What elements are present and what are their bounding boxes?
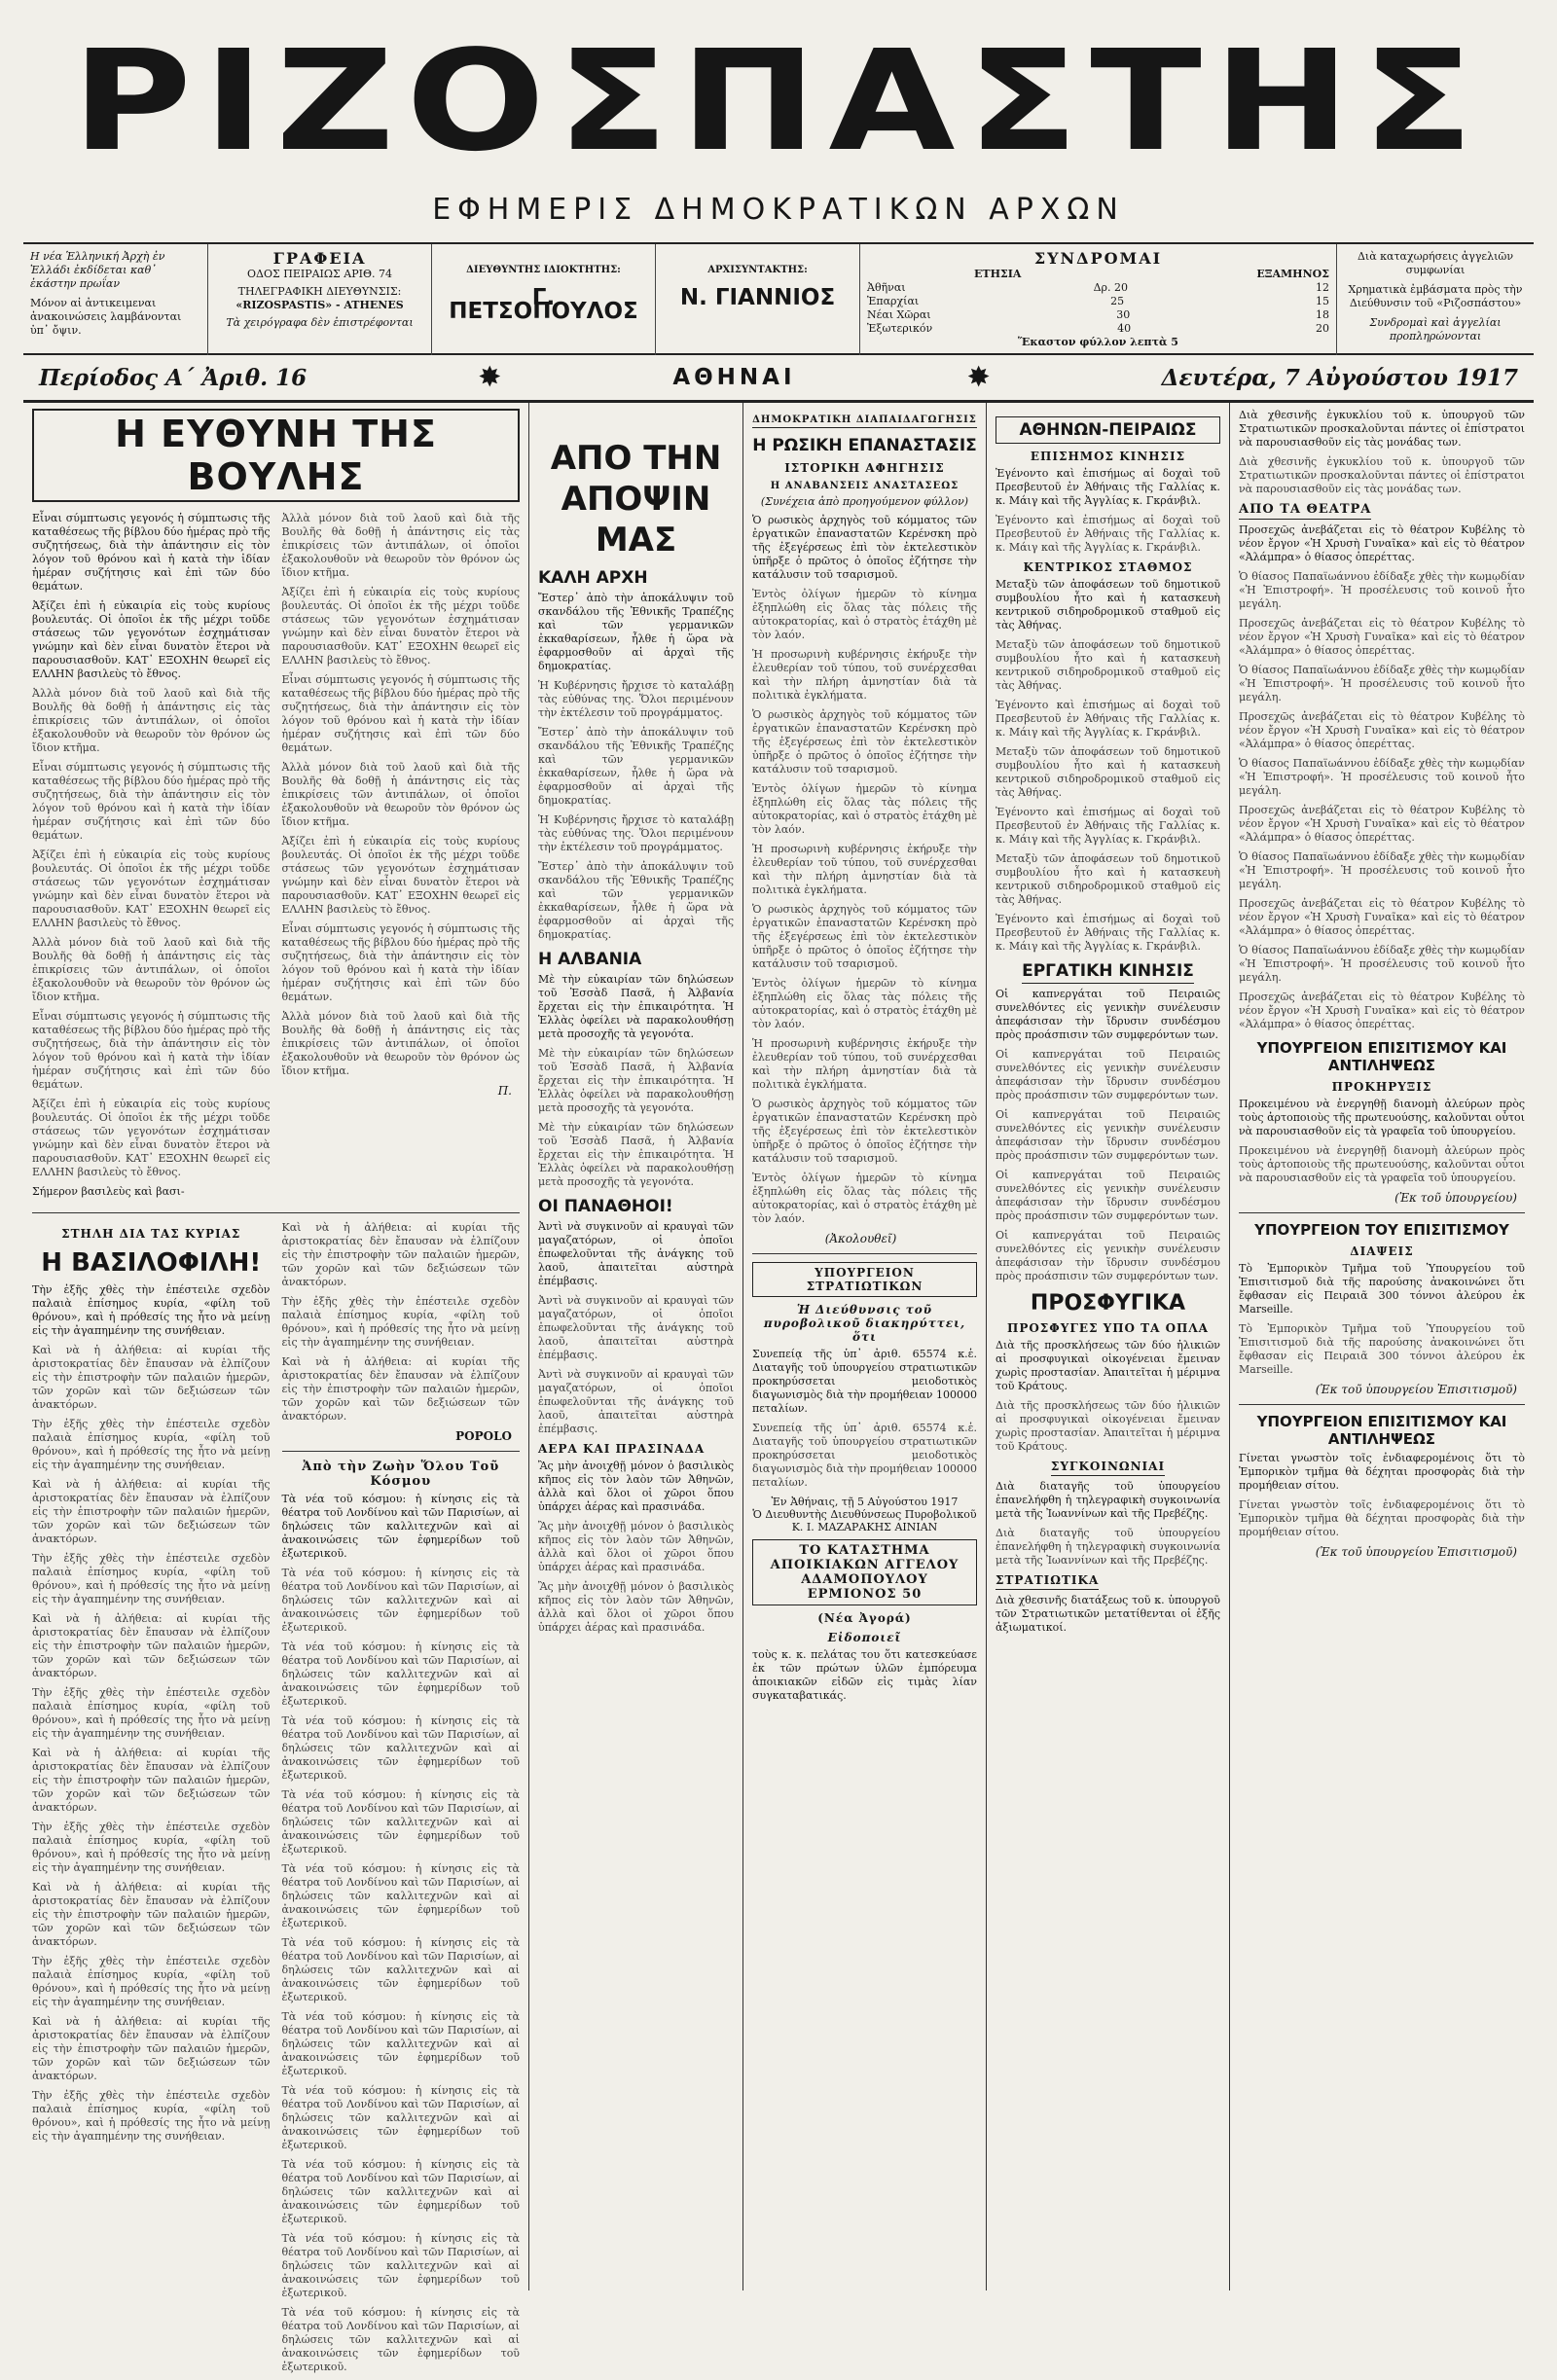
paragraph: Ἐντὸς ὀλίγων ἡμερῶν τὸ κίνημα ἐξηπλώθη εἰς ὅλας τὰς πόλεις τῆς αὐτοκρατορίας, καὶ ὁ στρατὸς ἐτάχθη μὲ τὸν λαόν. bbox=[752, 977, 977, 1030]
paragraph: Ἀλλὰ μόνον διὰ τοῦ λαοῦ καὶ διὰ τῆς Βουλῆς θὰ δοθῇ ἡ ἀπάντησις εἰς τὰς ἐπικρίσεις τῶν ἀντιπάλων, οἱ ὁποῖοι ἐξακολουθοῦν νὰ θεωροῦν τὸν θρόνον ὡς ἴδιον κτῆμα. bbox=[32, 687, 271, 754]
paragraph: Προκειμένου νὰ ἐνεργηθῇ διανομὴ ἀλεύρων πρὸς τοὺς ἀρτοποιοὺς τῆς πρωτευούσης, καλοῦνται οὗτοι νὰ παρουσιασθοῦν εἰς τὰ γραφεῖα τοῦ ὑπουργείου. bbox=[1239, 1098, 1525, 1137]
paragraph: Ὁ ρωσικὸς ἀρχηγὸς τοῦ κόμματος τῶν ἐργατικῶν ἐπαναστατῶν Κερένσκη πρὸ τῆς ἐξεγέρσεως ἐπὶ τὸν ἐκτελεστικὸν ὑπῆρξε ὁ πρῶτος ὁ ὁποῖος ἐζήτησε τὴν κατάλυσιν τοῦ τσαρισμοῦ. bbox=[752, 903, 977, 970]
paragraph: Ἐγένοντο καὶ ἐπισήμως αἱ δοχαὶ τοῦ Πρεσβευτοῦ ἐν Ἀθήναις τῆς Γαλλίας κ. κ. Μάιγ καὶ τῆς Ἀγγλίας κ. Γκράνβιλ. bbox=[996, 467, 1220, 507]
ads-note: Διὰ καταχωρήσεις ἀγγελιῶν συμφωνίαι bbox=[1357, 250, 1514, 276]
paragraph: Ἐντὸς ὀλίγων ἡμερῶν τὸ κίνημα ἐξηπλώθη εἰς ὅλας τὰς πόλεις τῆς αὐτοκρατορίας, καὶ ὁ στρατὸς ἐτάχθη μὲ τὸν λαόν. bbox=[752, 1172, 977, 1225]
subscriptions-title: ΣΥΝΔΡΟΜΑΙ bbox=[1033, 249, 1163, 268]
paragraph: Μὲ τὴν εὐκαιρίαν τῶν δηλώσεων τοῦ Ἐσσὰδ Πασᾶ, ἡ Ἀλβανία ἔρχεται εἰς τὴν ἐπικαιρότητα. Ἡ Ἑλλὰς ὀφείλει νὰ παρακολουθήσῃ μετὰ προσοχῆς τὰ γεγονότα. bbox=[538, 1121, 734, 1188]
stratiotika: ΣΤΡΑΤΙΩΤΙΚΑ bbox=[996, 1573, 1220, 1590]
paragraph: Διὰ διαταγῆς τοῦ ὑπουργείου ἐπανελήφθη ἡ τηλεγραφικὴ συγκοινωνία μετὰ τῆς Ἰωαννίνων καὶ τῆς Πρεβέζης. bbox=[996, 1527, 1220, 1567]
section-label: ΣΤΗΛΗ ΔΙΑ ΤΑΣ ΚΥΡΙΑΣ bbox=[61, 1227, 241, 1241]
paragraph: Προκειμένου νὰ ἐνεργηθῇ διανομὴ ἀλεύρων πρὸς τοὺς ἀρτοποιοὺς τῆς πρωτευούσης, καλοῦνται οὗτοι νὰ παρουσιασθοῦν εἰς τὰ γραφεῖα τοῦ ὑπουργείου. bbox=[1239, 1144, 1525, 1184]
subs-col-annual: ΕΤΗΣΙΑ bbox=[974, 268, 1022, 280]
paragraph: Μεταξὺ τῶν ἀποφάσεων τοῦ δημοτικοῦ συμβουλίου ἦτο καὶ ἡ κατασκευὴ κεντρικοῦ σιδηροδρομικοῦ σταθμοῦ εἰς τὰς Ἀθήνας. bbox=[996, 578, 1220, 631]
paragraph: Μεταξὺ τῶν ἀποφάσεων τοῦ δημοτικοῦ συμβουλίου ἦτο καὶ ἡ κατασκευὴ κεντρικοῦ σιδηροδρομικοῦ σταθμοῦ εἰς τὰς Ἀθήνας. bbox=[996, 638, 1220, 692]
paragraph: Προσεχῶς ἀνεβάζεται εἰς τὸ θέατρον Κυβέλης τὸ νέον ἔργον «Ἡ Χρυσὴ Γυναῖκα» καὶ εἰς τὸ θέατρον «Ἀλάμπρα» ὁ θίασος ὁπερέττας. bbox=[1239, 523, 1525, 563]
paragraph: Καὶ νὰ ἡ ἀλήθεια: αἱ κυρίαι τῆς ἀριστοκρατίας δὲν ἔπαυσαν νὰ ἐλπίζουν εἰς τὴν ἐπιστροφὴν τῶν παλαιῶν ἡμερῶν, τῶν χορῶν καὶ τῶν δεξιώσεων τῶν ἀνακτόρων. bbox=[32, 1881, 271, 1948]
subs-row: Ἀθῆναι Δρ. 20 12 bbox=[867, 281, 1329, 294]
column-2 bbox=[529, 403, 743, 2290]
paragraph: Καὶ νὰ ἡ ἀλήθεια: αἱ κυρίαι τῆς ἀριστοκρατίας δὲν ἔπαυσαν νὰ ἐλπίζουν εἰς τὴν ἐπιστροφὴν τῶν παλαιῶν ἡμερῶν, τῶν χορῶν καὶ τῶν δεξιώσεων τῶν ἀνακτόρων. bbox=[32, 1344, 271, 1411]
divider bbox=[752, 1253, 977, 1254]
paragraph: Ὁ ρωσικὸς ἀρχηγὸς τοῦ κόμματος τῶν ἐργατικῶν ἐπαναστατῶν Κερένσκη πρὸ τῆς ἐξεγέρσεως ἐπὶ τὸν ἐκτελεστικὸν ὑπῆρξε ὁ πρῶτος ὁ ὁποῖος ἐζήτησε τὴν κατάλυσιν τοῦ τσαρισμοῦ. bbox=[752, 708, 977, 775]
paragraph: Ἀντὶ νὰ συγκινοῦν αἱ κραυγαὶ τῶν μαγαζατόρων, οἱ ὁποῖοι ἐπωφελοῦνται τῆς ἀνάγκης τοῦ λαοῦ, ἀπαιτεῖται αὐστηρὰ ἐπέμβασις. bbox=[538, 1220, 734, 1287]
paragraph: Τὴν ἐξῆς χθὲς τὴν ἐπέστειλε σχεδὸν παλαιὰ ἐπίσημος κυρία, «φίλη τοῦ θρόνου», καὶ ἡ πρόθεσίς της ἦτο νὰ μείνῃ εἰς τὴν ἀγαπημένην της συνήθειαν. bbox=[32, 1418, 271, 1471]
paragraph: Ὁ θίασος Παπαϊωάννου ἐδίδαξε χθὲς τὴν κωμῳδίαν «Ἡ Ἐπιστροφή». Ἡ προσέλευσις τοῦ κοινοῦ ἦτο μεγάλη. bbox=[1239, 570, 1525, 610]
issue-date: Δευτέρα, 7 Αὐγούστου 1917 bbox=[1161, 364, 1518, 391]
paragraph: Τὴν ἐξῆς χθὲς τὴν ἐπέστειλε σχεδὸν παλαιὰ ἐπίσημος κυρία, «φίλη τοῦ θρόνου», καὶ ἡ πρόθεσίς της ἦτο νὰ μείνῃ εἰς τὴν ἀγαπημένην της συνήθειαν. bbox=[32, 1283, 271, 1337]
paragraph: Ἡ προσωρινὴ κυβέρνησις ἐκήρυξε τὴν ἐλευθερίαν τοῦ τύπου, τοῦ συνέρχεσθαι καὶ τὴν πλήρη ἀμνηστίαν διὰ τὰ πολιτικὰ ἐγκλήματα. bbox=[752, 648, 977, 702]
paragraph: Προσεχῶς ἀνεβάζεται εἰς τὸ θέατρον Κυβέλης τὸ νέον ἔργον «Ἡ Χρυσὴ Γυναῖκα» καὶ εἰς τὸ θέατρον «Ἀλάμπρα» ὁ θίασος ὁπερέττας. bbox=[1239, 897, 1525, 937]
author-signature: Π. bbox=[497, 1084, 512, 1098]
paragraph: Τὰ νέα τοῦ κόσμου: ἡ κίνησις εἰς τὰ θέατρα τοῦ Λονδίνου καὶ τῶν Παρισίων, αἱ δηλώσεις τῶν καλλιτεχνῶν καὶ αἱ ἀνακοινώσεις τῶν ἐφημερίδων τοῦ ἐξωτερικοῦ. bbox=[281, 1862, 520, 1929]
paragraph: Καὶ νὰ ἡ ἀλήθεια: αἱ κυρίαι τῆς ἀριστοκρατίας δὲν ἔπαυσαν νὰ ἐλπίζουν εἰς τὴν ἐπιστροφὴν τῶν παλαιῶν ἡμερῶν, τῶν χορῶν καὶ τῶν δεξιώσεων τῶν ἀνακτόρων. bbox=[32, 1747, 271, 1814]
shop-ad-sub: (Νέα Ἀγορά) bbox=[817, 1611, 912, 1625]
paragraph: Ὁ θίασος Παπαϊωάννου ἐδίδαξε χθὲς τὴν κωμῳδίαν «Ἡ Ἐπιστροφή». Ἡ προσέλευσις τοῦ κοινοῦ ἦτο μεγάλη. bbox=[1239, 944, 1525, 984]
aera-headline: ΑΕΡΑ ΚΑΙ ΠΡΑΣΙΝΑΔΑ bbox=[538, 1442, 706, 1456]
paragraph: Διὰ χθεσινῆς ἐγκυκλίου τοῦ κ. ὑπουργοῦ τῶν Στρατιωτικῶν προσκαλοῦνται πάντες οἱ ἐπίστρατοι νὰ παρουσιασθοῦν εἰς τὰς μονάδας των. bbox=[1239, 455, 1525, 495]
subs-row: Νέαι Χῶραι 30 18 bbox=[867, 308, 1329, 321]
ypourgeion-episitismou-2: ΥΠΟΥΡΓΕΙΟΝ ΤΟΥ ΕΠΙΣΙΤΙΣΜΟΥ bbox=[1254, 1221, 1509, 1239]
column-5 bbox=[1230, 403, 1534, 2290]
director-name: Γ. ΠΕΤΣΟΠΟΥΛΟΣ bbox=[449, 285, 638, 324]
paragraph: Ἀντὶ νὰ συγκινοῦν αἱ κραυγαὶ τῶν μαγαζατόρων, οἱ ὁποῖοι ἐπωφελοῦνται τῆς ἀνάγκης τοῦ λαοῦ, ἀπαιτεῖται αὐστηρὰ ἐπέμβασις. bbox=[538, 1368, 734, 1435]
ypourgeion-episitismou-3: ΥΠΟΥΡΓΕΙΟΝ ΕΠΙΣΙΤΙΣΜΟΥ ΚΑΙ ΑΝΤΙΛΗΨΕΩΣ bbox=[1256, 1413, 1507, 1448]
city: ΑΘΗΝΑΙ bbox=[672, 365, 796, 390]
paragraph: Εἶναι σύμπτωσις γεγονός ἡ σύμπτωσις τῆς καταθέσεως τῆς βίβλου δύο ἡμέρας πρὸ τῆς συζητήσεως, διὰ τὴν ἀπάντησιν εἰς τὸν λόγον τοῦ θρόνου καὶ ἡ κατὰ τὴν ἰδίαν ἡμέραν συζήτησις καὶ ἐπὶ τῶν δύο θεμάτων. bbox=[281, 673, 520, 754]
subs-row: Ἐξωτερικόν 40 20 bbox=[867, 322, 1329, 335]
telegraph-label: ΤΗΛΕΓΡΑΦΙΚΗ ΔΙΕΥΘΥΝΣΙΣ: bbox=[237, 285, 402, 298]
closing-line: Σήμερον βασιλεὺς καὶ βασι- bbox=[32, 1185, 185, 1198]
paragraph: Τὰ νέα τοῦ κόσμου: ἡ κίνησις εἰς τὰ θέατρα τοῦ Λονδίνου καὶ τῶν Παρισίων, αἱ δηλώσεις τῶν καλλιτεχνῶν καὶ αἱ ἀνακοινώσεις τῶν ἐφημερίδων τοῦ ἐξωτερικοῦ. bbox=[281, 2232, 520, 2299]
paragraph: Καὶ νὰ ἡ ἀλήθεια: αἱ κυρίαι τῆς ἀριστοκρατίας δὲν ἔπαυσαν νὰ ἐλπίζουν εἰς τὴν ἐπιστροφὴν τῶν παλαιῶν ἡμερῶν, τῶν χορῶν καὶ τῶν δεξιώσεων τῶν ἀνακτόρων. bbox=[32, 1478, 271, 1545]
paragraph: Τὰ νέα τοῦ κόσμου: ἡ κίνησις εἰς τὰ θέατρα τοῦ Λονδίνου καὶ τῶν Παρισίων, αἱ δηλώσεις τῶν καλλιτεχνῶν καὶ αἱ ἀνακοινώσεις τῶν ἐφημερίδων τοῦ ἐξωτερικοῦ. bbox=[281, 1788, 520, 1856]
paragraph: Τὸ Ἐμπορικὸν Τμῆμα τοῦ Ὑπουργείου τοῦ Ἐπισιτισμοῦ διὰ τῆς παρούσης ἀνακοινώνει ὅτι ἔφθασαν εἰς Πειραιᾶ 300 τόννοι ἀλεύρου ἐκ Marseille. bbox=[1239, 1322, 1525, 1376]
issue-number: Περίοδος Α΄ Ἀριθ. 16 bbox=[39, 364, 308, 391]
rosiki-subtitle: ΙΣΤΟΡΙΚΗ ΑΦΗΓΗΣΙΣ bbox=[784, 461, 945, 475]
paragraph: Ὁ θίασος Παπαϊωάννου ἐδίδαξε χθὲς τὴν κωμῳδίαν «Ἡ Ἐπιστροφή». Ἡ προσέλευσις τοῦ κοινοῦ ἦτο μεγάλη. bbox=[1239, 664, 1525, 703]
kali-arxi-headline: ΚΑΛΗ ΑΡΧΗ bbox=[538, 568, 648, 588]
subs-col-half: ΕΞΑΜΗΝΟΣ bbox=[1256, 268, 1329, 280]
paragraph: Καὶ νὰ ἡ ἀλήθεια: αἱ κυρίαι τῆς ἀριστοκρατίας δὲν ἔπαυσαν νὰ ἐλπίζουν εἰς τὴν ἐπιστροφὴν τῶν παλαιῶν ἡμερῶν, τῶν χορῶν καὶ τῶν δεξιώσεων τῶν ἀνακτόρων. bbox=[32, 1612, 271, 1679]
paragraph: Ἡ Κυβέρνησις ἤρχισε τὸ καταλάβῃ τὰς εὐθύνας της. Ὅλοι περιμένουν τὴν ἐκτέλεσιν τοῦ προγράμματος. bbox=[538, 679, 734, 719]
paragraph: Ἀλλὰ μόνον διὰ τοῦ λαοῦ καὶ διὰ τῆς Βουλῆς θὰ δοθῇ ἡ ἀπάντησις εἰς τὰς ἐπικρίσεις τῶν ἀντιπάλων, οἱ ὁποῖοι ἐξακολουθοῦν νὰ θεωροῦν τὸν θρόνον ὡς ἴδιον κτῆμα. bbox=[32, 936, 271, 1003]
paragraph: Τὴν ἐξῆς χθὲς τὴν ἐπέστειλε σχεδὸν παλαιὰ ἐπίσημος κυρία, «φίλη τοῦ θρόνου», καὶ ἡ πρόθεσίς της ἦτο νὰ μείνῃ εἰς τὴν ἀγαπημένην της συνήθειαν. bbox=[32, 1686, 271, 1740]
paragraph: Ἔστερ᾽ ἀπὸ τὴν ἀποκάλυψιν τοῦ σκανδάλου τῆς Ἐθνικῆς Τραπέζης καὶ τῶν γερμανικῶν ἐκκαθαρίσεων, ἦλθε ἡ ὥρα νὰ ἐφαρμοσθοῦν αἱ ἀρχαὶ τῆς δημοκρατίας. bbox=[538, 860, 734, 941]
paragraph: Συνεπείᾳ τῆς ὑπ᾽ ἀριθ. 65574 κ.ἑ. Διαταγῆς τοῦ ὑπουργείου στρατιωτικῶν προκηρύσσεται μειοδοτικὸς διαγωνισμὸς διὰ τὴν προμήθειαν 100000 πεταλίων. bbox=[752, 1348, 977, 1415]
rosiki-subtitle-2: Η ΑΝΑΒΑΝΣΕΙΣ ΑΝΑΣΤΑΣΕΩΣ bbox=[770, 481, 960, 491]
paragraph: Οἱ καπνεργάται τοῦ Πειραιῶς συνελθόντες εἰς γενικὴν συνέλευσιν ἀπεφάσισαν τὴν ἵδρυσιν συνδέσμου πρὸς προάσπισιν τῶν συμφερόντων των. bbox=[996, 988, 1220, 1041]
popolo-signature: POPOLO bbox=[455, 1429, 512, 1443]
paragraph: Ἀξίζει ἐπὶ ἡ εὐκαιρία εἰς τοὺς κυρίους βουλευτάς. Οἱ ὁποῖοι ἐκ τῆς μέχρι τοῦδε στάσεως τῶν γεγονότων ἐσχημάτισαν γνώμην καὶ δὲν εἶναι δυνατὸν ἕτεροι νὰ παρουσιασθοῦν. ΚΑΤ᾽ ΕΞΟΧΗΝ θεωρεῖ εἰς ΕΛΛΗΝ βασιλεὺς τὸ ἔθνος. bbox=[281, 586, 520, 667]
panathoi-headline: ΟΙ ΠΑΝΑΘΗΟΙ! bbox=[538, 1197, 673, 1216]
shop-ad-headline: ΤΟ ΚΑΤΑΣΤΗΜΑ ΑΠΟΙΚΙΑΚΩΝ ΑΓΓΕΛΟΥ ΑΔΑΜΟΠΟΥΛΟΥ ΕΡΜΙΟΝΟΣ 50 bbox=[752, 1539, 977, 1605]
paragraph: Γίνεται γνωστὸν τοῖς ἐνδιαφερομένοις ὅτι τὸ Ἐμπορικὸν τμῆμα θὰ δέχηται προσφορὰς διὰ τὴν προμήθειαν σίτου. bbox=[1239, 1498, 1525, 1538]
paragraph: Μεταξὺ τῶν ἀποφάσεων τοῦ δημοτικοῦ συμβουλίου ἦτο καὶ ἡ κατασκευὴ κεντρικοῦ σιδηροδρομικοῦ σταθμοῦ εἰς τὰς Ἀθήνας. bbox=[996, 852, 1220, 906]
editor-name: Ν. ΓΙΑΝΝΙΟΣ bbox=[679, 285, 836, 310]
offices-title: ΓΡΑΦΕΙΑ bbox=[272, 249, 367, 268]
paragraph: Οἱ καπνεργάται τοῦ Πειραιῶς συνελθόντες εἰς γενικὴν συνέλευσιν ἀπεφάσισαν τὴν ἵδρυσιν συνδέσμου πρὸς προάσπισιν τῶν συμφερόντων των. bbox=[996, 1169, 1220, 1222]
paragraph: Τὰ νέα τοῦ κόσμου: ἡ κίνησις εἰς τὰ θέατρα τοῦ Λονδίνου καὶ τῶν Παρισίων, αἱ δηλώσεις τῶν καλλιτεχνῶν καὶ αἱ ἀνακοινώσεις τῶν ἐφημερίδων τοῦ ἐξωτερικοῦ. bbox=[281, 2306, 520, 2373]
paragraph: Οἱ καπνεργάται τοῦ Πειραιῶς συνελθόντες εἰς γενικὴν συνέλευσιν ἀπεφάσισαν τὴν ἵδρυσιν συνδέσμου πρὸς προάσπισιν τῶν συμφερόντων των. bbox=[996, 1229, 1220, 1282]
paragraph: Ἀλλὰ μόνον διὰ τοῦ λαοῦ καὶ διὰ τῆς Βουλῆς θὰ δοθῇ ἡ ἀπάντησις εἰς τὰς ἐπικρίσεις τῶν ἀντιπάλων, οἱ ὁποῖοι ἐξακολουθοῦν νὰ θεωροῦν τὸν θρόνον ὡς ἴδιον κτῆμα. bbox=[281, 512, 520, 579]
date-bar bbox=[23, 355, 1534, 403]
paragraph: Τὴν ἐξῆς χθὲς τὴν ἐπέστειλε σχεδὸν παλαιὰ ἐπίσημος κυρία, «φίλη τοῦ θρόνου», καὶ ἡ πρόθεσίς της ἦτο νὰ μείνῃ εἰς τὴν ἀγαπημένην της συνήθειαν. bbox=[281, 1295, 520, 1349]
paragraph: Τὸ Ἐμπορικὸν Τμῆμα τοῦ Ὑπουργείου τοῦ Ἐπισιτισμοῦ διὰ τῆς παρούσης ἀνακοινώνει ὅτι ἔφθασαν εἰς Πειραιᾶ 300 τόννοι ἀλεύρου ἐκ Marseille. bbox=[1239, 1262, 1525, 1316]
paragraph: Ἀξίζει ἐπὶ ἡ εὐκαιρία εἰς τοὺς κυρίους βουλευτάς. Οἱ ὁποῖοι ἐκ τῆς μέχρι τοῦδε στάσεως τῶν γεγονότων ἐσχημάτισαν γνώμην καὶ δὲν εἶναι δυνατὸν ἕτεροι νὰ παρουσιασθοῦν. ΚΑΤ᾽ ΕΞΟΧΗΝ θεωρεῖ εἰς ΕΛΛΗΝ βασιλεὺς τὸ ἔθνος. bbox=[32, 848, 271, 929]
ypourgeion-signature: Ὁ Διευθυντὴς Διευθύνσεως Πυροβολικοῦ Κ. Ι. ΜΑΖΑΡΑΚΗΣ ΑΙΝΙΑΝ bbox=[752, 1508, 977, 1533]
paragraph: Εἶναι σύμπτωσις γεγονός ἡ σύμπτωσις τῆς καταθέσεως τῆς βίβλου δύο ἡμέρας πρὸ τῆς συζητήσεως, διὰ τὴν ἀπάντησιν εἰς τὸν λόγον τοῦ θρόνου καὶ ἡ κατὰ τὴν ἰδίαν ἡμέραν συζήτησις καὶ ἐπὶ τῶν δύο θεμάτων. bbox=[32, 512, 271, 593]
paragraph: Ἔστερ᾽ ἀπὸ τὴν ἀποκάλυψιν τοῦ σκανδάλου τῆς Ἐθνικῆς Τραπέζης καὶ τῶν γερμανικῶν ἐκκαθαρίσεων, ἦλθε ἡ ὥρα νὰ ἐφαρμοσθοῦν αἱ ἀρχαὶ τῆς δημοκρατίας. bbox=[538, 592, 734, 672]
paragraph: Ἡ προσωρινὴ κυβέρνησις ἐκήρυξε τὴν ἐλευθερίαν τοῦ τύπου, τοῦ συνέρχεσθαι καὶ τὴν πλήρη ἀμνηστίαν διὰ τὰ πολιτικὰ ἐγκλήματα. bbox=[752, 1037, 977, 1091]
paragraph: Μὲ τὴν εὐκαιρίαν τῶν δηλώσεων τοῦ Ἐσσὰδ Πασᾶ, ἡ Ἀλβανία ἔρχεται εἰς τὴν ἐπικαιρότητα. Ἡ Ἑλλὰς ὀφείλει νὰ παρακολουθήσῃ μετὰ προσοχῆς τὰ γεγονότα. bbox=[538, 1047, 734, 1114]
subscriptions-header bbox=[867, 268, 1329, 281]
paragraph: Καὶ νὰ ἡ ἀλήθεια: αἱ κυρίαι τῆς ἀριστοκρατίας δὲν ἔπαυσαν νὰ ἐλπίζουν εἰς τὴν ἐπιστροφὴν τῶν παλαιῶν ἡμερῶν, τῶν χορῶν καὶ τῶν δεξιώσεων τῶν ἀνακτόρων. bbox=[32, 2015, 271, 2082]
paragraph: Ἀξίζει ἐπὶ ἡ εὐκαιρία εἰς τοὺς κυρίους βουλευτάς. Οἱ ὁποῖοι ἐκ τῆς μέχρι τοῦδε στάσεως τῶν γεγονότων ἐσχημάτισαν γνώμην καὶ δὲν εἶναι δυνατὸν ἕτεροι νὰ παρουσιασθοῦν. ΚΑΤ᾽ ΕΞΟΧΗΝ θεωρεῖ εἰς ΕΛΛΗΝ βασιλεὺς τὸ ἔθνος. bbox=[281, 835, 520, 916]
paragraph: Ἀξίζει ἐπὶ ἡ εὐκαιρία εἰς τοὺς κυρίους βουλευτάς. Οἱ ὁποῖοι ἐκ τῆς μέχρι τοῦδε στάσεως τῶν γεγονότων ἐσχημάτισαν γνώμην καὶ δὲν εἶναι δυνατὸν ἕτεροι νὰ παρουσιασθοῦν. ΚΑΤ᾽ ΕΞΟΧΗΝ θεωρεῖ εἰς ΕΛΛΗΝ βασιλεὺς τὸ ἔθνος. bbox=[32, 599, 271, 680]
paragraph: Μεταξὺ τῶν ἀποφάσεων τοῦ δημοτικοῦ συμβουλίου ἦτο καὶ ἡ κατασκευὴ κεντρικοῦ σιδηροδρομικοῦ σταθμοῦ εἰς τὰς Ἀθήνας. bbox=[996, 745, 1220, 799]
paragraph: Ἀλλὰ μόνον διὰ τοῦ λαοῦ καὶ διὰ τῆς Βουλῆς θὰ δοθῇ ἡ ἀπάντησις εἰς τὰς ἐπικρίσεις τῶν ἀντιπάλων, οἱ ὁποῖοι ἐξακολουθοῦν νὰ θεωροῦν τὸν θρόνον ὡς ἴδιον κτῆμα. bbox=[281, 1010, 520, 1077]
apopsin-headline: ΑΠΟ ΤΗΝ ΑΠΟΨΙΝ ΜΑΣ bbox=[550, 439, 722, 559]
kosmos-headline: Ἀπὸ τὴν Ζωὴν Ὅλου Τοῦ Κόσμου bbox=[302, 1460, 500, 1489]
paragraph: Διὰ τῆς προσκλήσεως τῶν δύο ἡλικιῶν αἱ προσφυγικαὶ οἰκογένειαι ἔμειναν χωρὶς προστασίαν. Ἀπαιτεῖται ἡ μέριμνα τοῦ Κράτους. bbox=[996, 1339, 1220, 1392]
paragraph: Προσεχῶς ἀνεβάζεται εἰς τὸ θέατρον Κυβέλης τὸ νέον ἔργον «Ἡ Χρυσὴ Γυναῖκα» καὶ εἰς τὸ θέατρον «Ἀλάμπρα» ὁ θίασος ὁπερέττας. bbox=[1239, 804, 1525, 844]
editor-label: ΑΡΧΙΣΥΝΤΑΚΤΗΣ: bbox=[707, 265, 808, 275]
offices-box bbox=[208, 244, 432, 355]
paragraph: Εἶναι σύμπτωσις γεγονός ἡ σύμπτωσις τῆς καταθέσεως τῆς βίβλου δύο ἡμέρας πρὸ τῆς συζητήσεως, διὰ τὴν ἀπάντησιν εἰς τὸν λόγον τοῦ θρόνου καὶ ἡ κατὰ τὴν ἰδίαν ἡμέραν συζήτησις καὶ ἐπὶ τῶν δύο θεμάτων. bbox=[32, 1010, 271, 1091]
kicker: ΔΗΜΟΚΡΑΤΙΚΗ ΔΙΑΠΑΙΔΑΓΩΓΗΣΙΣ bbox=[752, 415, 977, 428]
newspaper-title: ΡΙΖΟΣΠΑΣΤΗΣ bbox=[71, 19, 1486, 183]
paragraph: Τὴν ἐξῆς χθὲς τὴν ἐπέστειλε σχεδὸν παλαιὰ ἐπίσημος κυρία, «φίλη τοῦ θρόνου», καὶ ἡ πρόθεσίς της ἦτο νὰ μείνῃ εἰς τὴν ἀγαπημένην της συνήθειαν. bbox=[32, 1552, 271, 1605]
motto-box bbox=[23, 244, 208, 355]
ypourgeion-2-sub: ΔΙΑΨΕΙΣ bbox=[1350, 1244, 1414, 1258]
ypourgeion-1-note: (Ἐκ τοῦ ὑπουργείου) bbox=[1394, 1191, 1517, 1205]
prosfygika-sub: ΠΡΟΣΦΥΓΕΣ ΥΠΟ ΤΑ ΟΠΛΑ bbox=[1007, 1321, 1209, 1335]
paragraph: Ἐγένοντο καὶ ἐπισήμως αἱ δοχαὶ τοῦ Πρεσβευτοῦ ἐν Ἀθήναις τῆς Γαλλίας κ. κ. Μάιγ καὶ τῆς Ἀγγλίας κ. Γκράνβιλ. bbox=[996, 514, 1220, 554]
motto: Η νέα Ἑλληνική Ἀρχὴ ἐν Ἑλλάδι ἐκδίδεται καθ᾽ ἑκάστην πρωΐαν bbox=[30, 250, 165, 290]
divider bbox=[1239, 1404, 1525, 1405]
shop-ad-sub-2: Εἰδοποιεῖ bbox=[827, 1631, 902, 1644]
paragraph: Διὰ τῆς προσκλήσεως τῶν δύο ἡλικιῶν αἱ προσφυγικαὶ οἰκογένειαι ἔμειναν χωρὶς προστασίαν. Ἀπαιτεῖται ἡ μέριμνα τοῦ Κράτους. bbox=[996, 1399, 1220, 1453]
ads-note-2: Χρηματικὰ ἐμβάσματα πρὸς τὴν Διεύθυνσιν τοῦ «Ριζοσπάστου» bbox=[1348, 283, 1523, 309]
ypourgeion-date: Ἐν Ἀθήναις, τῇ 5 Αὐγούστου 1917 bbox=[771, 1496, 959, 1508]
column-1 bbox=[23, 403, 529, 2373]
paragraph: Τὰ νέα τοῦ κόσμου: ἡ κίνησις εἰς τὰ θέατρα τοῦ Λονδίνου καὶ τῶν Παρισίων, αἱ δηλώσεις τῶν καλλιτεχνῶν καὶ αἱ ἀνακοινώσεις τῶν ἐφημερίδων τοῦ ἐξωτερικοῦ. bbox=[281, 2010, 520, 2077]
paragraph: Ἀλλὰ μόνον διὰ τοῦ λαοῦ καὶ διὰ τῆς Βουλῆς θὰ δοθῇ ἡ ἀπάντησις εἰς τὰς ἐπικρίσεις τῶν ἀντιπάλων, οἱ ὁποῖοι ἐξακολουθοῦν νὰ θεωροῦν τὸν θρόνον ὡς ἴδιον κτῆμα. bbox=[281, 761, 520, 828]
synkoinoniai: ΣΥΓΚΟΙΝΩΝΙΑΙ bbox=[996, 1460, 1220, 1476]
director-label: ΔΙΕΥΘΥΝΤΗΣ ΙΔΙΟΚΤΗΤΗΣ: bbox=[466, 265, 621, 275]
paragraph: Προσεχῶς ἀνεβάζεται εἰς τὸ θέατρον Κυβέλης τὸ νέον ἔργον «Ἡ Χρυσὴ Γυναῖκα» καὶ εἰς τὸ θέατρον «Ἀλάμπρα» ὁ θίασος ὁπερέττας. bbox=[1239, 617, 1525, 657]
subs-price: Ἕκαστον φύλλον λεπτὰ 5 bbox=[1018, 336, 1178, 348]
offices-address: ΟΔΟΣ ΠΕΙΡΑΙΩΣ ΑΡΙΘ. 74 bbox=[246, 268, 392, 280]
paragraph: Τὴν ἐξῆς χθὲς τὴν ἐπέστειλε σχεδὸν παλαιὰ ἐπίσημος κυρία, «φίλη τοῦ θρόνου», καὶ ἡ πρόθεσίς της ἦτο νὰ μείνῃ εἰς τὴν ἀγαπημένην της συνήθειαν. bbox=[32, 1955, 271, 2008]
ypourgeion-1-sub: ΠΡΟΚΗΡΥΞΙΣ bbox=[1331, 1080, 1432, 1094]
paragraph: Τὰ νέα τοῦ κόσμου: ἡ κίνησις εἰς τὰ θέατρα τοῦ Λονδίνου καὶ τῶν Παρισίων, αἱ δηλώσεις τῶν καλλιτεχνῶν καὶ αἱ ἀνακοινώσεις τῶν ἐφημερίδων τοῦ ἐξωτερικοῦ. bbox=[281, 1714, 520, 1782]
article-columns bbox=[23, 403, 1534, 2373]
offices-note: Τὰ χειρόγραφα δὲν ἐπιστρέφονται bbox=[226, 316, 414, 329]
paragraph: Διὰ διαταγῆς τοῦ ὑπουργείου ἐπανελήφθη ἡ τηλεγραφικὴ συγκοινωνία μετὰ τῆς Ἰωαννίνων καὶ τῆς Πρεβέζης. bbox=[996, 1480, 1220, 1520]
paragraph: Προσεχῶς ἀνεβάζεται εἰς τὸ θέατρον Κυβέλης τὸ νέον ἔργον «Ἡ Χρυσὴ Γυναῖκα» καὶ εἰς τὸ θέατρον «Ἀλάμπρα» ὁ θίασος ὁπερέττας. bbox=[1239, 991, 1525, 1030]
director-box bbox=[432, 244, 656, 355]
paragraph: Καὶ νὰ ἡ ἀλήθεια: αἱ κυρίαι τῆς ἀριστοκρατίας δὲν ἔπαυσαν νὰ ἐλπίζουν εἰς τὴν ἐπιστροφὴν τῶν παλαιῶν ἡμερῶν, τῶν χορῶν καὶ τῶν δεξιώσεων τῶν ἀνακτόρων. bbox=[281, 1221, 520, 1288]
paragraph: Μὲ τὴν εὐκαιρίαν τῶν δηλώσεων τοῦ Ἐσσὰδ Πασᾶ, ἡ Ἀλβανία ἔρχεται εἰς τὴν ἐπικαιρότητα. Ἡ Ἑλλὰς ὀφείλει νὰ παρακολουθήσῃ μετὰ προσοχῆς τὰ γεγονότα. bbox=[538, 973, 734, 1040]
divider bbox=[282, 1451, 521, 1452]
ypourgeion-3-note: (Ἐκ τοῦ ὑπουργείου Ἐπισιτισμοῦ) bbox=[1315, 1545, 1517, 1559]
lead-article bbox=[32, 512, 520, 1205]
to-be-continued: (Ἀκολουθεῖ) bbox=[824, 1232, 897, 1245]
paragraph: Ἐγένοντο καὶ ἐπισήμως αἱ δοχαὶ τοῦ Πρεσβευτοῦ ἐν Ἀθήναις τῆς Γαλλίας κ. κ. Μάιγ καὶ τῆς Ἀγγλίας κ. Γκράνβιλ. bbox=[996, 913, 1220, 953]
paragraph: Τὰ νέα τοῦ κόσμου: ἡ κίνησις εἰς τὰ θέατρα τοῦ Λονδίνου καὶ τῶν Παρισίων, αἱ δηλώσεις τῶν καλλιτεχνῶν καὶ αἱ ἀνακοινώσεις τῶν ἐφημερίδων τοῦ ἐξωτερικοῦ. bbox=[281, 1936, 520, 2003]
newspaper-subtitle: ΕΦΗΜΕΡΙΣ ΔΗΜΟΚΡΑΤΙΚΩΝ ΑΡΧΩΝ bbox=[432, 193, 1125, 227]
paragraph: Ἐντὸς ὀλίγων ἡμερῶν τὸ κίνημα ἐξηπλώθη εἰς ὅλας τὰς πόλεις τῆς αὐτοκρατορίας, καὶ ὁ στρατὸς ἐτάχθη μὲ τὸν λαόν. bbox=[752, 782, 977, 836]
star-ornament-icon: ✸ bbox=[967, 363, 990, 392]
paragraph: Εἶναι σύμπτωσις γεγονός ἡ σύμπτωσις τῆς καταθέσεως τῆς βίβλου δύο ἡμέρας πρὸ τῆς συζητήσεως, διὰ τὴν ἀπάντησιν εἰς τὸν λόγον τοῦ θρόνου καὶ ἡ κατὰ τὴν ἰδίαν ἡμέραν συζήτησις καὶ ἐπὶ τῶν δύο θεμάτων. bbox=[32, 761, 271, 842]
paragraph: Τὰ νέα τοῦ κόσμου: ἡ κίνησις εἰς τὰ θέατρα τοῦ Λονδίνου καὶ τῶν Παρισίων, αἱ δηλώσεις τῶν καλλιτεχνῶν καὶ αἱ ἀνακοινώσεις τῶν ἐφημερίδων τοῦ ἐξωτερικοῦ. bbox=[281, 1567, 520, 1634]
divider bbox=[32, 1212, 520, 1213]
athinon-peiraios-headline: ΑΘΗΝΩΝ-ΠΕΙΡΑΙΩΣ bbox=[996, 416, 1220, 444]
lower-section bbox=[32, 1221, 520, 2380]
paragraph: Γίνεται γνωστὸν τοῖς ἐνδιαφερομένοις ὅτι τὸ Ἐμπορικὸν τμῆμα θὰ δέχηται προσφορὰς διὰ τὴν προμήθειαν σίτου. bbox=[1239, 1452, 1525, 1492]
paragraph: Οἱ καπνεργάται τοῦ Πειραιῶς συνελθόντες εἰς γενικὴν συνέλευσιν ἀπεφάσισαν τὴν ἵδρυσιν συνδέσμου πρὸς προάσπισιν τῶν συμφερόντων των. bbox=[996, 1048, 1220, 1101]
continued-note: (Συνέχεια ἀπὸ προηγούμενον φύλλον) bbox=[760, 495, 969, 508]
column-3 bbox=[743, 403, 987, 2290]
vasilofili-headline: Η ΒΑΣΙΛΟΦΙΛΗ! bbox=[41, 1248, 262, 1278]
prosfygika-headline: ΠΡΟΣΦΥΓΙΚΑ bbox=[1030, 1291, 1186, 1316]
paragraph: Ἡ Κυβέρνησις ἤρχισε τὸ καταλάβῃ τὰς εὐθύνας της. Ὅλοι περιμένουν τὴν ἐκτέλεσιν τοῦ προγράμματος. bbox=[538, 813, 734, 853]
subs-row: Ἐπαρχίαι 25 15 bbox=[867, 295, 1329, 307]
rosiki-headline: Η ΡΩΣΙΚΗ ΕΠΑΝΑΣΤΑΣΙΣ bbox=[752, 436, 977, 455]
paragraph: Ἂς μὴν ἀνοιχθῇ μόνον ὁ βασιλικὸς κῆπος εἰς τὸν λαὸν τῶν Ἀθηνῶν, ἀλλὰ καὶ ὅλοι οἱ χῶροι ὅπου ὑπάρχει ἀέρας καὶ πρασινάδα. bbox=[538, 1520, 734, 1573]
paragraph: Ἔστερ᾽ ἀπὸ τὴν ἀποκάλυψιν τοῦ σκανδάλου τῆς Ἐθνικῆς Τραπέζης καὶ τῶν γερμανικῶν ἐκκαθαρίσεων, ἦλθε ἡ ὥρα νὰ ἐφαρμοσθοῦν αἱ ἀρχαὶ τῆς δημοκρατίας. bbox=[538, 726, 734, 807]
paragraph: Καὶ νὰ ἡ ἀλήθεια: αἱ κυρίαι τῆς ἀριστοκρατίας δὲν ἔπαυσαν νὰ ἐλπίζουν εἰς τὴν ἐπιστροφὴν τῶν παλαιῶν ἡμερῶν, τῶν χορῶν καὶ τῶν δεξιώσεων τῶν ἀνακτόρων. bbox=[281, 1355, 520, 1423]
paragraph: Συνεπείᾳ τῆς ὑπ᾽ ἀριθ. 65574 κ.ἑ. Διαταγῆς τοῦ ὑπουργείου στρατιωτικῶν προκηρύσσεται μειοδοτικὸς διαγωνισμὸς διὰ τὴν προμήθειαν 100000 πεταλίων. bbox=[752, 1422, 977, 1489]
paragraph: τοὺς κ. κ. πελάτας του ὅτι κατεσκεύασε ἐκ τῶν πρώτων ὑλῶν ἐμπόρευμα ἀποικιακῶν εἰδῶν εἰς τιμὰς λίαν συγκαταβατικάς. bbox=[752, 1648, 977, 1702]
paragraph: Τὰ νέα τοῦ κόσμου: ἡ κίνησις εἰς τὰ θέατρα τοῦ Λονδίνου καὶ τῶν Παρισίων, αἱ δηλώσεις τῶν καλλιτεχνῶν καὶ αἱ ἀνακοινώσεις τῶν ἐφημερίδων τοῦ ἐξωτερικοῦ. bbox=[281, 1493, 520, 1560]
paragraph: Διὰ χθεσινῆς διατάξεως τοῦ κ. ὑπουργοῦ τῶν Στρατιωτικῶν μετατίθενται οἱ ἑξῆς ἀξιωματικοί. bbox=[996, 1594, 1220, 1634]
telegraph-value: «RIZOSPASTIS» - ATHENES bbox=[235, 299, 404, 311]
paragraph: Ἐντὸς ὀλίγων ἡμερῶν τὸ κίνημα ἐξηπλώθη εἰς ὅλας τὰς πόλεις τῆς αὐτοκρατορίας, καὶ ὁ στρατὸς ἐτάχθη μὲ τὸν λαόν. bbox=[752, 588, 977, 641]
paragraph: Ἂς μὴν ἀνοιχθῇ μόνον ὁ βασιλικὸς κῆπος εἰς τὸν λαὸν τῶν Ἀθηνῶν, ἀλλὰ καὶ ὅλοι οἱ χῶροι ὅπου ὑπάρχει ἀέρας καὶ πρασινάδα. bbox=[538, 1460, 734, 1513]
ypourgeion-stratiotikon: ΥΠΟΥΡΓΕΙΟΝ ΣΤΡΑΤΙΩΤΙΚΩΝ bbox=[752, 1262, 977, 1297]
paragraph: Ὁ θίασος Παπαϊωάννου ἐδίδαξε χθὲς τὴν κωμῳδίαν «Ἡ Ἐπιστροφή». Ἡ προσέλευσις τοῦ κοινοῦ ἦτο μεγάλη. bbox=[1239, 757, 1525, 797]
column-4 bbox=[987, 403, 1230, 2290]
episimos-kinisis: ΕΠΙΣΗΜΟΣ ΚΙΝΗΣΙΣ bbox=[1030, 450, 1186, 463]
info-band bbox=[23, 242, 1534, 355]
paragraph: Ὁ θίασος Παπαϊωάννου ἐδίδαξε χθὲς τὴν κωμῳδίαν «Ἡ Ἐπιστροφή». Ἡ προσέλευσις τοῦ κοινοῦ ἦτο μεγάλη. bbox=[1239, 850, 1525, 890]
paragraph: Τὰ νέα τοῦ κόσμου: ἡ κίνησις εἰς τὰ θέατρα τοῦ Λονδίνου καὶ τῶν Παρισίων, αἱ δηλώσεις τῶν καλλιτεχνῶν καὶ αἱ ἀνακοινώσεις τῶν ἐφημερίδων τοῦ ἐξωτερικοῦ. bbox=[281, 1641, 520, 1708]
paragraph: Προσεχῶς ἀνεβάζεται εἰς τὸ θέατρον Κυβέλης τὸ νέον ἔργον «Ἡ Χρυσὴ Γυναῖκα» καὶ εἰς τὸ θέατρον «Ἀλάμπρα» ὁ θίασος ὁπερέττας. bbox=[1239, 710, 1525, 750]
paragraph: Ὁ ρωσικὸς ἀρχηγὸς τοῦ κόμματος τῶν ἐργατικῶν ἐπαναστατῶν Κερένσκη πρὸ τῆς ἐξεγέρσεως ἐπὶ τὸν ἐκτελεστικὸν ὑπῆρξε ὁ πρῶτος ὁ ὁποῖος ἐζήτησε τὴν κατάλυσιν τοῦ τσαρισμοῦ. bbox=[752, 1098, 977, 1165]
kentrikos-stathmos: ΚΕΝΤΡΙΚΟΣ ΣΤΑΘΜΟΣ bbox=[1023, 560, 1193, 574]
paragraph: Ἀξίζει ἐπὶ ἡ εὐκαιρία εἰς τοὺς κυρίους βουλευτάς. Οἱ ὁποῖοι ἐκ τῆς μέχρι τοῦδε στάσεως τῶν γεγονότων ἐσχημάτισαν γνώμην καὶ δὲν εἶναι δυνατὸν ἕτεροι νὰ παρουσιασθοῦν. ΚΑΤ᾽ ΕΞΟΧΗΝ θεωρεῖ εἰς ΕΛΛΗΝ βασιλεὺς τὸ ἔθνος. bbox=[32, 1098, 271, 1178]
paragraph: Διὰ χθεσινῆς ἐγκυκλίου τοῦ κ. ὑπουργοῦ τῶν Στρατιωτικῶν προσκαλοῦνται πάντες οἱ ἐπίστρατοι νὰ παρουσιασθοῦν εἰς τὰς μονάδας των. bbox=[1239, 409, 1525, 449]
masthead bbox=[23, 0, 1534, 227]
ads-note-3: Συνδρομαὶ καὶ ἀγγελίαι προπληρώνονται bbox=[1369, 316, 1502, 343]
ypourgeion-sub: Ἡ Διεύθυνσις τοῦ πυροβολικοῦ διακηρύττει, ὅτι bbox=[763, 1303, 966, 1344]
alvania-headline: Η ΑΛΒΑΝΙΑ bbox=[538, 950, 642, 969]
paragraph: Ἡ προσωρινὴ κυβέρνησις ἐκήρυξε τὴν ἐλευθερίαν τοῦ τύπου, τοῦ συνέρχεσθαι καὶ τὴν πλήρη ἀμνηστίαν διὰ τὰ πολιτικὰ ἐγκλήματα. bbox=[752, 843, 977, 896]
editor-box bbox=[656, 244, 860, 355]
paragraph: Ἐγένοντο καὶ ἐπισήμως αἱ δοχαὶ τοῦ Πρεσβευτοῦ ἐν Ἀθήναις τῆς Γαλλίας κ. κ. Μάιγ καὶ τῆς Ἀγγλίας κ. Γκράνβιλ. bbox=[996, 699, 1220, 739]
ypourgeion-2-note: (Ἐκ τοῦ ὑπουργείου Ἐπισιτισμοῦ) bbox=[1315, 1383, 1517, 1396]
subscriptions-box bbox=[860, 244, 1337, 355]
lead-headline: Η ΕΥΘΥΝΗ ΤΗΣ ΒΟΥΛΗΣ bbox=[32, 409, 520, 502]
theatra-headline: ΑΠΟ ΤΑ ΘΕΑΤΡΑ bbox=[1239, 502, 1525, 520]
paragraph: Ὁ ρωσικὸς ἀρχηγὸς τοῦ κόμματος τῶν ἐργατικῶν ἐπαναστατῶν Κερένσκη πρὸ τῆς ἐξεγέρσεως ἐπὶ τὸν ἐκτελεστικὸν ὑπῆρξε ὁ πρῶτος ὁ ὁποῖος ἐζήτησε τὴν κατάλυσιν τοῦ τσαρισμοῦ. bbox=[752, 514, 977, 581]
paragraph: Τὰ νέα τοῦ κόσμου: ἡ κίνησις εἰς τὰ θέατρα τοῦ Λονδίνου καὶ τῶν Παρισίων, αἱ δηλώσεις τῶν καλλιτεχνῶν καὶ αἱ ἀνακοινώσεις τῶν ἐφημερίδων τοῦ ἐξωτερικοῦ. bbox=[281, 2084, 520, 2151]
paragraph: Ἀντὶ νὰ συγκινοῦν αἱ κραυγαὶ τῶν μαγαζατόρων, οἱ ὁποῖοι ἐπωφελοῦνται τῆς ἀνάγκης τοῦ λαοῦ, ἀπαιτεῖται αὐστηρὰ ἐπέμβασις. bbox=[538, 1294, 734, 1361]
ads-box bbox=[1337, 244, 1534, 355]
paragraph: Ἂς μὴν ἀνοιχθῇ μόνον ὁ βασιλικὸς κῆπος εἰς τὸν λαὸν τῶν Ἀθηνῶν, ἀλλὰ καὶ ὅλοι οἱ χῶροι ὅπου ὑπάρχει ἀέρας καὶ πρασινάδα. bbox=[538, 1580, 734, 1634]
divider bbox=[1239, 1212, 1525, 1213]
motto-note: Μόνον αἱ ἀντικειμεναι ἀνακοινώσεις λαμβάνονται ὑπ᾽ ὄψιν. bbox=[30, 297, 182, 337]
ergatiki-kinisis: ΕΡΓΑΤΙΚΗ ΚΙΝΗΣΙΣ bbox=[996, 961, 1220, 984]
paragraph: Τὴν ἐξῆς χθὲς τὴν ἐπέστειλε σχεδὸν παλαιὰ ἐπίσημος κυρία, «φίλη τοῦ θρόνου», καὶ ἡ πρόθεσίς της ἦτο νὰ μείνῃ εἰς τὴν ἀγαπημένην της συνήθειαν. bbox=[32, 1821, 271, 1874]
paragraph: Οἱ καπνεργάται τοῦ Πειραιῶς συνελθόντες εἰς γενικὴν συνέλευσιν ἀπεφάσισαν τὴν ἵδρυσιν συνδέσμου πρὸς προάσπισιν τῶν συμφερόντων των. bbox=[996, 1108, 1220, 1162]
paragraph: Τὰ νέα τοῦ κόσμου: ἡ κίνησις εἰς τὰ θέατρα τοῦ Λονδίνου καὶ τῶν Παρισίων, αἱ δηλώσεις τῶν καλλιτεχνῶν καὶ αἱ ἀνακοινώσεις τῶν ἐφημερίδων τοῦ ἐξωτερικοῦ. bbox=[281, 2158, 520, 2225]
ypourgeion-episitismou-1: ΥΠΟΥΡΓΕΙΟΝ ΕΠΙΣΙΤΙΣΜΟΥ ΚΑΙ ΑΝΤΙΛΗΨΕΩΣ bbox=[1256, 1039, 1507, 1074]
paragraph: Τὴν ἐξῆς χθὲς τὴν ἐπέστειλε σχεδὸν παλαιὰ ἐπίσημος κυρία, «φίλη τοῦ θρόνου», καὶ ἡ πρόθεσίς της ἦτο νὰ μείνῃ εἰς τὴν ἀγαπημένην της συνήθειαν. bbox=[32, 2089, 271, 2143]
paragraph: Εἶναι σύμπτωσις γεγονός ἡ σύμπτωσις τῆς καταθέσεως τῆς βίβλου δύο ἡμέρας πρὸ τῆς συζητήσεως, διὰ τὴν ἀπάντησιν εἰς τὸν λόγον τοῦ θρόνου καὶ ἡ κατὰ τὴν ἰδίαν ἡμέραν συζήτησις καὶ ἐπὶ τῶν δύο θεμάτων. bbox=[281, 922, 520, 1003]
paragraph: Ἐγένοντο καὶ ἐπισήμως αἱ δοχαὶ τοῦ Πρεσβευτοῦ ἐν Ἀθήναις τῆς Γαλλίας κ. κ. Μάιγ καὶ τῆς Ἀγγλίας κ. Γκράνβιλ. bbox=[996, 806, 1220, 846]
star-ornament-icon: ✸ bbox=[479, 363, 501, 392]
